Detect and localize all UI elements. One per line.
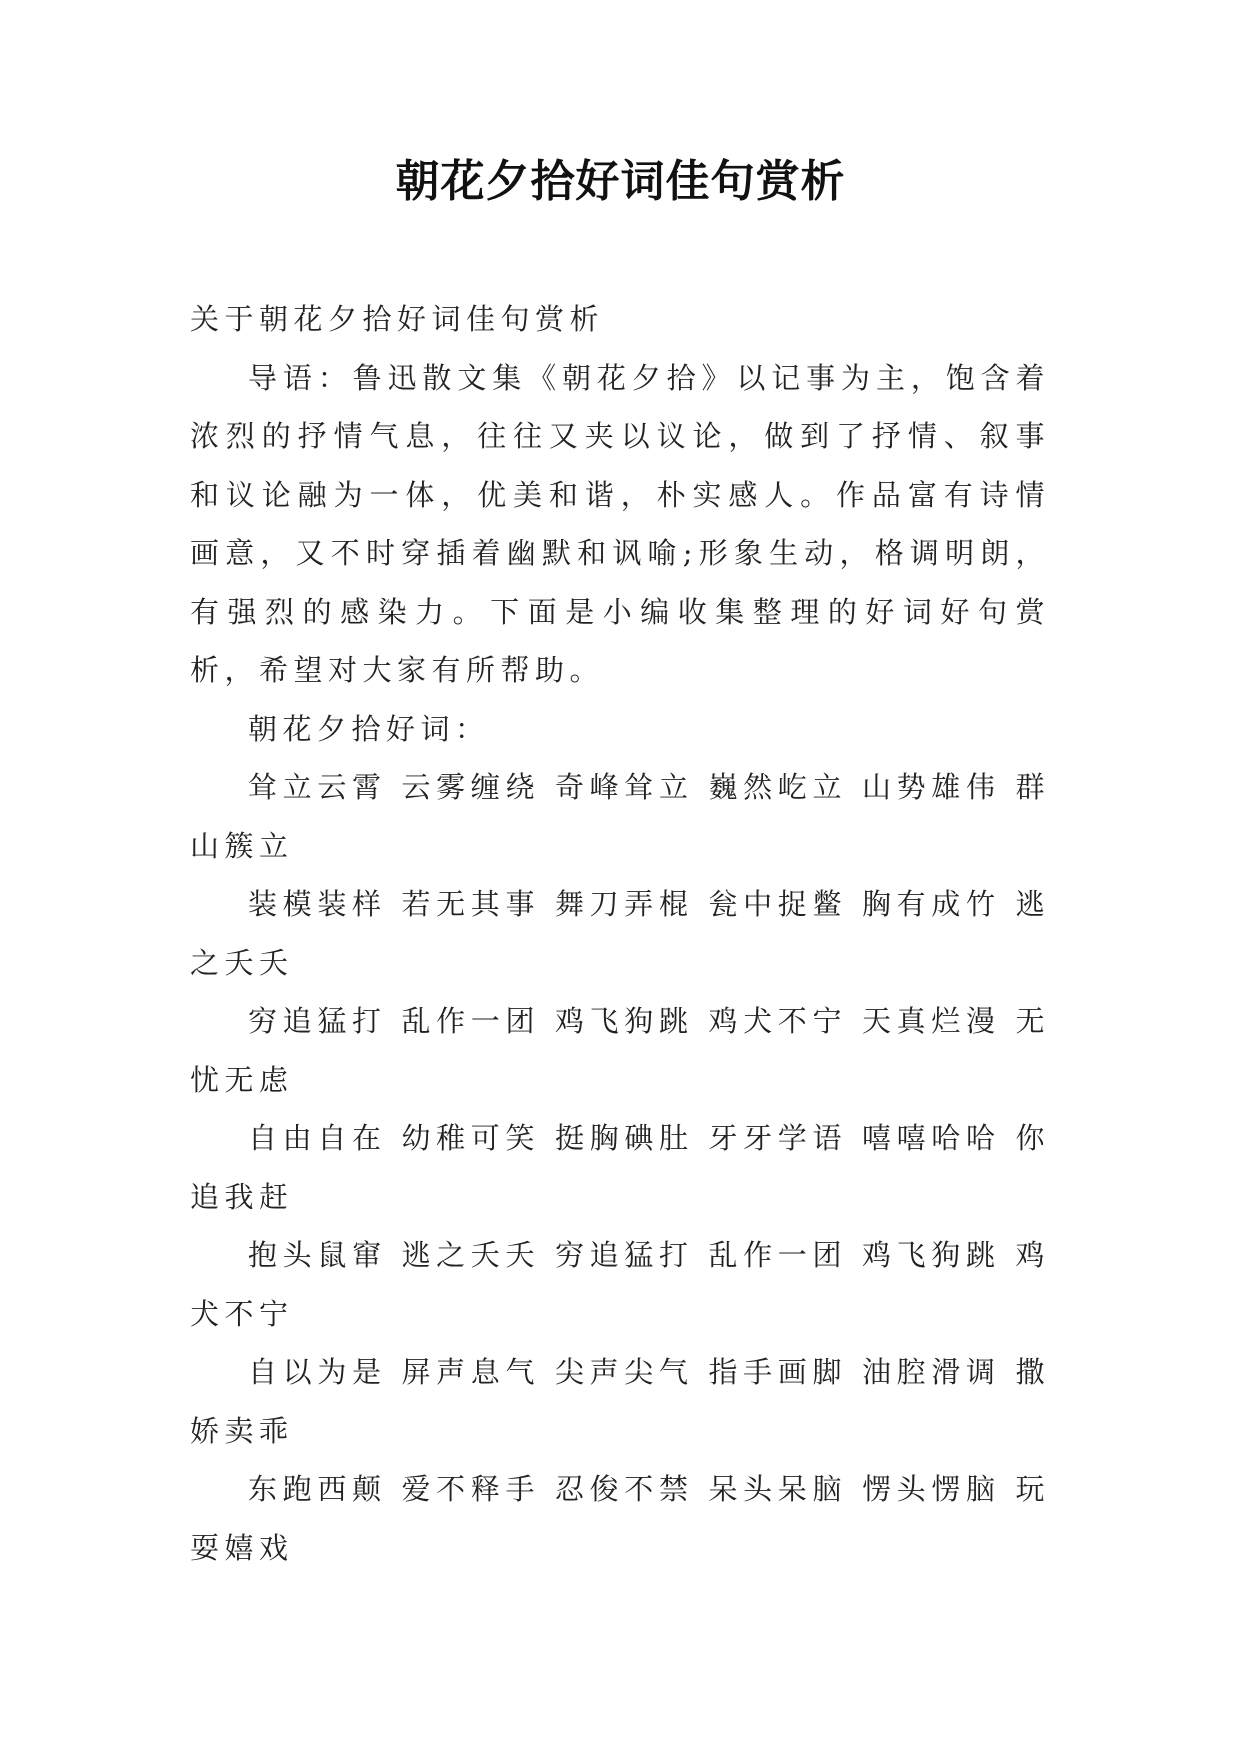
word-list-line: 抱头鼠窜 逃之夭夭 穷追猛打 乱作一团 鸡飞狗跳 鸡犬不宁 (190, 1238, 1050, 1331)
document-title: 朝花夕拾好词佳句赏析 (395, 156, 846, 207)
section-heading: 朝花夕拾好词： (248, 711, 490, 746)
word-list-line: 耸立云霄 云雾缠绕 奇峰耸立 巍然屹立 山势雄伟 群山簇立 (190, 770, 1050, 863)
document-body (190, 290, 1050, 1577)
subtitle-paragraph: 关于朝花夕拾好词佳句赏析 (190, 302, 605, 336)
word-list-line: 装模装样 若无其事 舞刀弄棍 瓮中捉鳖 胸有成竹 逃之夭夭 (190, 887, 1050, 980)
word-list-line: 穷追猛打 乱作一团 鸡飞狗跳 鸡犬不宁 天真烂漫 无忧无虑 (190, 1004, 1050, 1097)
word-list-line: 自由自在 幼稚可笑 挺胸碘肚 牙牙学语 嘻嘻哈哈 你追我赶 (190, 1121, 1050, 1214)
word-list-line: 东跑西颠 爱不释手 忍俊不禁 呆头呆脑 愣头愣脑 玩耍嬉戏 (190, 1472, 1050, 1565)
word-list-line: 自以为是 屏声息气 尖声尖气 指手画脚 油腔滑调 撒娇卖乖 (190, 1355, 1050, 1448)
intro-paragraph: 导语：鲁迅散文集《朝花夕拾》以记事为主，饱含着浓烈的抒情气息，往往又夹以议论，做到了抒情、叙事和议论融为一体，优美和谐，朴实感人。作品富有诗情画意，又不时穿插着幽默和讽喻;形象生动，格调明朗，有强烈的感染力。下面是小编收集整理的好词好句赏析，希望对大家有所帮助。 (190, 360, 1050, 687)
